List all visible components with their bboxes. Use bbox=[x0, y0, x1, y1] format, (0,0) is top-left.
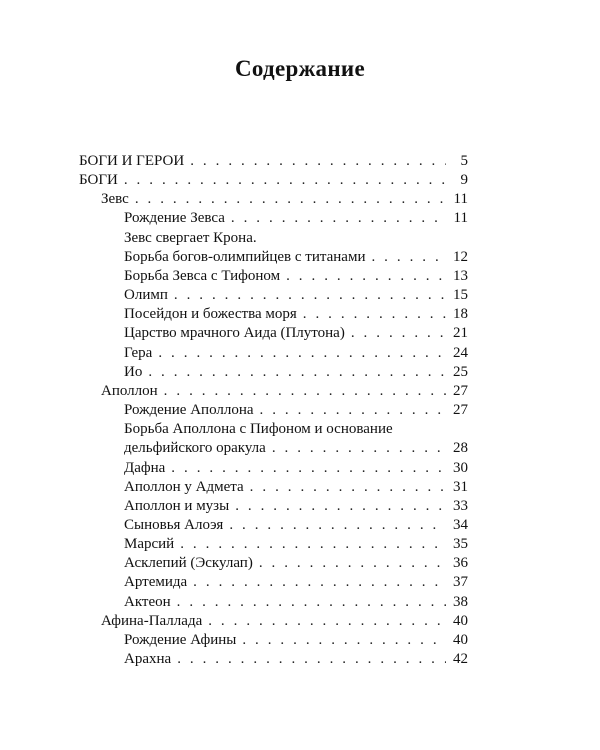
toc-entry bbox=[79, 286, 468, 305]
dot-leader bbox=[124, 171, 446, 190]
toc-entry-title: Гера bbox=[124, 344, 153, 361]
dot-leader bbox=[286, 267, 446, 286]
toc-entry-title: Афина-Паллада bbox=[101, 612, 203, 629]
toc-page-number: 12 bbox=[453, 248, 468, 265]
dot-leader bbox=[229, 516, 446, 535]
dot-leader bbox=[208, 612, 446, 631]
toc-entry-title: Дафна bbox=[124, 459, 166, 476]
toc-entry bbox=[79, 171, 468, 190]
toc-entry bbox=[79, 229, 468, 248]
toc-entry-title: Артемида bbox=[124, 574, 188, 591]
dot-leader bbox=[235, 497, 446, 516]
dot-leader bbox=[351, 324, 446, 343]
toc-entry bbox=[79, 248, 468, 267]
toc-entry bbox=[79, 612, 468, 631]
toc-page-number: 18 bbox=[453, 306, 468, 323]
dot-leader bbox=[177, 593, 446, 612]
dot-leader bbox=[260, 401, 446, 420]
page-title: Содержание bbox=[235, 56, 365, 81]
toc-page-number: 42 bbox=[453, 651, 468, 668]
toc-entry bbox=[79, 420, 468, 439]
toc-page-number: 34 bbox=[453, 516, 468, 533]
toc-entry bbox=[79, 478, 468, 497]
toc-entry-title: Рождение Зевса bbox=[124, 210, 225, 227]
dot-leader bbox=[242, 631, 446, 650]
toc-entry-title: Аполлон bbox=[101, 382, 158, 399]
toc-page-number: 35 bbox=[453, 536, 468, 553]
toc-entry-title: Зевс bbox=[101, 191, 129, 208]
toc-page-number: 24 bbox=[453, 344, 468, 361]
toc-entry bbox=[79, 497, 468, 516]
toc-entry bbox=[79, 516, 468, 535]
dot-leader bbox=[158, 344, 446, 363]
toc-page-number: 31 bbox=[453, 478, 468, 495]
dot-leader bbox=[171, 459, 446, 478]
dot-leader bbox=[135, 190, 446, 209]
toc-entry bbox=[79, 344, 468, 363]
toc-entry bbox=[79, 401, 468, 420]
toc-entry bbox=[79, 363, 468, 382]
dot-leader bbox=[164, 382, 446, 401]
toc-entry-title: Аполлон и музы bbox=[124, 497, 230, 514]
toc-page-number: 27 bbox=[453, 402, 468, 419]
toc-entry-title: Актеон bbox=[124, 593, 171, 610]
toc-entry-title: Марсий bbox=[124, 536, 175, 553]
toc-entry bbox=[79, 267, 468, 286]
toc-entry-title: БОГИ И ГЕРОИ bbox=[79, 153, 185, 169]
toc-entry-title: Зевс свергает Крона. bbox=[124, 229, 257, 246]
toc-entry bbox=[79, 459, 468, 478]
dot-leader bbox=[177, 650, 446, 669]
toc-entry-title: Асклепий (Эскулап) bbox=[124, 555, 253, 572]
toc-entry bbox=[79, 152, 468, 171]
dot-leader bbox=[174, 286, 446, 305]
toc-page-number: 21 bbox=[453, 325, 468, 342]
dot-leader bbox=[250, 478, 446, 497]
dot-leader bbox=[371, 248, 446, 267]
toc-entry-title: Олимп bbox=[124, 287, 168, 304]
toc-entry-title: Посейдон и божества моря bbox=[124, 306, 297, 323]
toc-entry bbox=[79, 324, 468, 343]
toc-page-number: 30 bbox=[453, 459, 468, 476]
toc-page-number: 40 bbox=[453, 631, 468, 648]
toc-entry-title: Аполлон у Адмета bbox=[124, 478, 244, 495]
toc-entry-title: Сыновья Алоэя bbox=[124, 516, 224, 533]
toc-entry bbox=[79, 535, 468, 554]
toc-entry-title: БОГИ bbox=[79, 172, 118, 189]
toc-entry-title: Борьба Аполлона с Пифоном и основание bbox=[124, 421, 393, 438]
toc-entry bbox=[79, 650, 468, 669]
toc-page-number: 37 bbox=[453, 574, 468, 591]
toc-page-number: 28 bbox=[453, 440, 468, 457]
dot-leader bbox=[272, 439, 446, 458]
toc-entry bbox=[79, 439, 468, 458]
toc-entry bbox=[79, 554, 468, 573]
dot-leader bbox=[231, 209, 446, 228]
toc-entry-title: Царство мрачного Аида (Плутона) bbox=[124, 325, 345, 342]
dot-leader bbox=[303, 305, 446, 324]
dot-leader bbox=[180, 535, 446, 554]
toc-page-number: 15 bbox=[453, 287, 468, 304]
toc-entry bbox=[79, 190, 468, 209]
toc-page-number: 25 bbox=[453, 363, 468, 380]
toc-page-number: 13 bbox=[453, 267, 468, 284]
toc-entry bbox=[79, 209, 468, 228]
toc-entry-title: Рождение Аполлона bbox=[124, 402, 254, 419]
toc-entry-title: Борьба Зевса с Тифоном bbox=[124, 267, 281, 284]
toc-entry bbox=[79, 382, 468, 401]
toc-entry bbox=[79, 631, 468, 650]
toc-page-number: 11 bbox=[453, 191, 468, 208]
dot-leader bbox=[148, 363, 446, 382]
toc-entry-title: дельфийского оракула bbox=[124, 440, 266, 457]
dot-leader bbox=[259, 554, 446, 573]
toc-page-number: 11 bbox=[453, 210, 468, 227]
dot-leader bbox=[190, 152, 446, 171]
toc-entry bbox=[79, 305, 468, 324]
toc-entry-title: Борьба богов-олимпийцев с титанами bbox=[124, 248, 366, 265]
toc-page-number: 27 bbox=[453, 382, 468, 399]
table-of-contents bbox=[79, 152, 468, 669]
toc-page-number: 38 bbox=[453, 593, 468, 610]
toc-entry-title: Рождение Афины bbox=[124, 631, 237, 648]
toc-entry bbox=[79, 593, 468, 612]
toc-page-number: 33 bbox=[453, 497, 468, 514]
toc-entry-title: Ио bbox=[124, 363, 143, 380]
toc-page-number: 40 bbox=[453, 612, 468, 629]
dot-leader bbox=[193, 573, 446, 592]
toc-entry bbox=[79, 573, 468, 592]
toc-page-number: 36 bbox=[453, 555, 468, 572]
toc-entry-title: Арахна bbox=[124, 651, 172, 668]
toc-page-number: 5 bbox=[460, 153, 468, 169]
toc-page-number: 9 bbox=[460, 172, 468, 189]
